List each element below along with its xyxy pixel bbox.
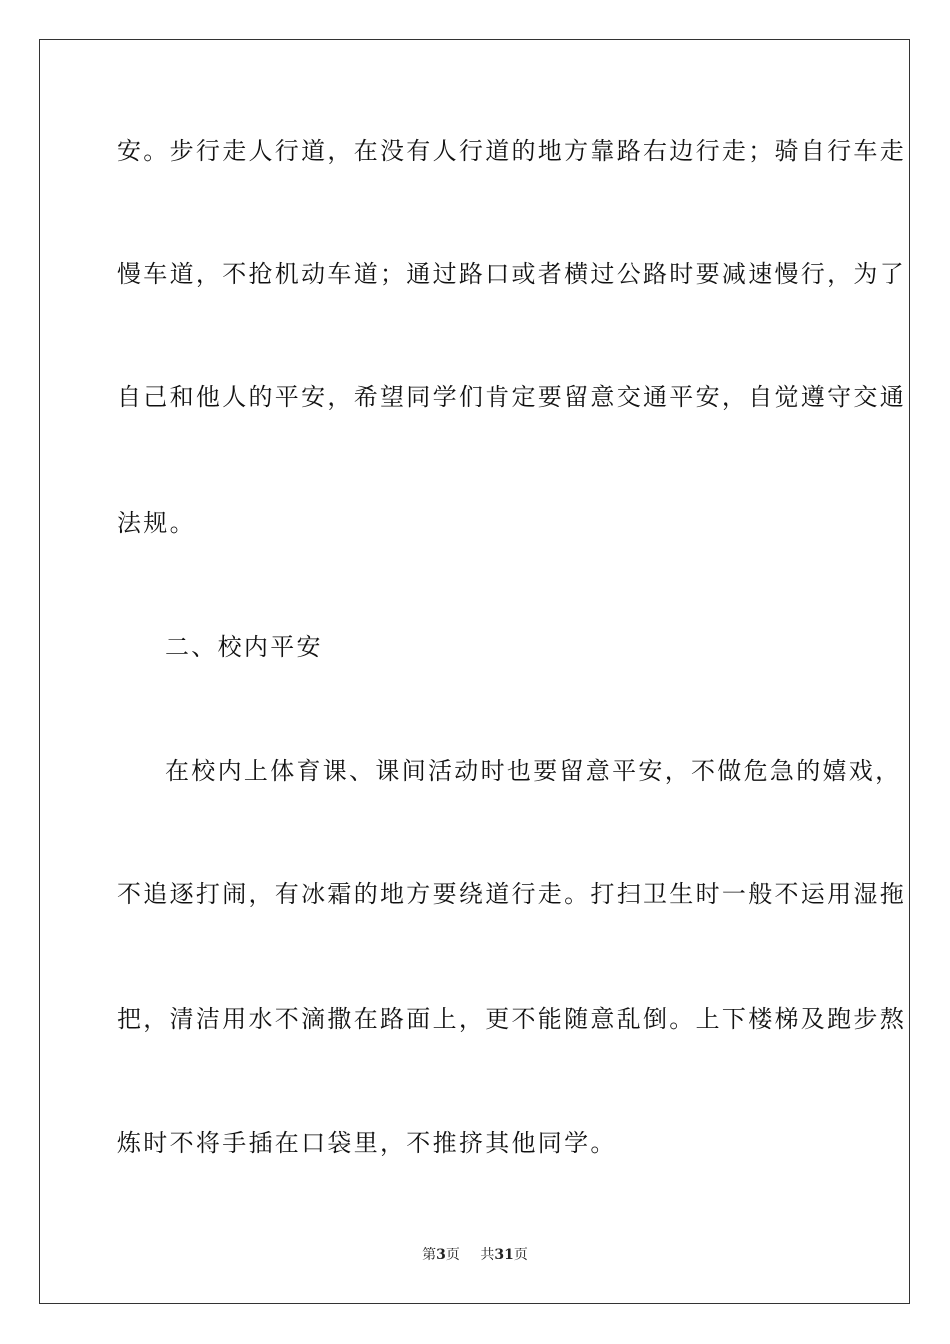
body-line: 把，清洁用水不滴撒在路面上，更不能随意乱倒。上下楼梯及跑步熬 (117, 1005, 906, 1033)
total-suffix: 页 (513, 1247, 528, 1263)
total-pages: 31 (494, 1247, 514, 1263)
total-pages-indicator (480, 1245, 527, 1265)
page-indicator (422, 1245, 460, 1265)
page-frame (39, 39, 910, 1304)
body-line: 在校内上体育课、课间活动时也要留意平安，不做危急的嬉戏， (165, 757, 902, 785)
total-prefix: 共 (480, 1247, 495, 1263)
body-line: 炼时不将手插在口袋里，不推挤其他同学。 (117, 1129, 617, 1157)
body-line: 安。步行走人行道，在没有人行道的地方靠路右边行走；骑自行车走 (117, 137, 906, 165)
page-prefix: 第 (422, 1247, 437, 1263)
body-line: 自己和他人的平安，希望同学们肯定要留意交通平安，自觉遵守交通 (117, 383, 906, 411)
page-suffix: 页 (445, 1247, 460, 1263)
body-line: 不追逐打闹，有冰霜的地方要绕道行走。打扫卫生时一般不运用湿拖 (117, 880, 906, 908)
page-number: 3 (436, 1247, 446, 1263)
page-footer (0, 1245, 950, 1265)
body-line: 慢车道，不抢机动车道；通过路口或者横过公路时要减速慢行，为了 (117, 260, 906, 288)
body-line: 法规。 (117, 509, 196, 537)
section-heading: 二、校内平安 (165, 633, 323, 661)
